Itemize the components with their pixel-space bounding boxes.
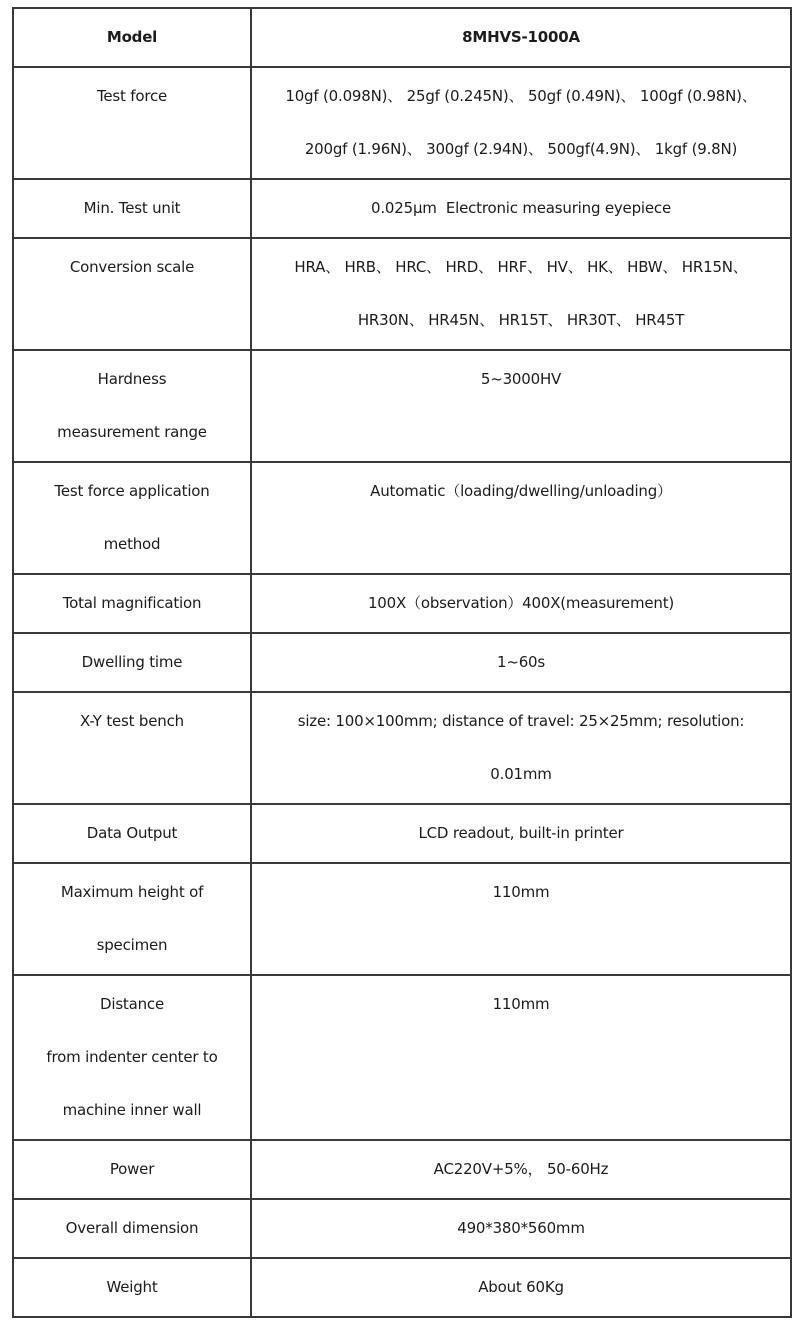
label-line: Overall dimension (65, 1219, 199, 1237)
table-row-overall-dimension (14, 1198, 790, 1257)
table-row-weight (14, 1257, 790, 1316)
label-line: Conversion scale (69, 258, 195, 276)
spec-value-cell (252, 239, 790, 349)
table-row-dwelling-time (14, 632, 790, 691)
value-line: 100X（observation）400X(measurement) (367, 594, 675, 612)
spec-value-cell (252, 634, 790, 691)
spec-label-cell (14, 68, 252, 178)
spec-label-cell (14, 9, 252, 66)
table-row-test-force (14, 66, 790, 178)
label-line: X-Y test bench (80, 712, 184, 730)
value-line: 0.01mm (490, 765, 552, 783)
table-row-model (14, 9, 790, 66)
table-row-total-magnification (14, 573, 790, 632)
table-row-xy-test-bench (14, 691, 790, 803)
spec-label-cell (14, 239, 252, 349)
label-line: Model (106, 28, 158, 46)
table-row-hardness-measurement-range (14, 349, 790, 461)
table-row-data-output (14, 803, 790, 862)
label-line: Distance (100, 995, 164, 1013)
value-line: 110mm (492, 995, 550, 1013)
table-row-distance-indenter-to-wall (14, 974, 790, 1139)
spec-value-cell (252, 805, 790, 862)
spec-value-cell (252, 1141, 790, 1198)
spec-value-cell (252, 351, 790, 461)
spec-value-cell (252, 68, 790, 178)
value-line: 200gf (1.96N)、 300gf (2.94N)、 500gf(4.9N)、 1kgf (9.8N) (304, 140, 738, 158)
spec-label-cell (14, 575, 252, 632)
value-line: 1~60s (496, 653, 545, 671)
label-line: from indenter center to (46, 1048, 218, 1066)
value-line: LCD readout, built-in printer (418, 824, 624, 842)
spec-label-cell (14, 1141, 252, 1198)
value-line: size: 100×100mm; distance of travel: 25×25mm; resolution: (297, 712, 745, 730)
spec-value-cell (252, 9, 790, 66)
value-line: 8MHVS-1000A (462, 28, 580, 46)
spec-value-cell (252, 864, 790, 974)
value-line: 10gf (0.098N)、 25gf (0.245N)、 50gf (0.49N)、 100gf (0.98N)、 (285, 87, 757, 105)
label-line: machine inner wall (62, 1101, 202, 1119)
spec-value-cell (252, 1200, 790, 1257)
spec-label-cell (14, 1200, 252, 1257)
label-line: Hardness (97, 370, 167, 388)
label-line: Total magnification (62, 594, 202, 612)
value-line: About 60Kg (478, 1278, 564, 1296)
spec-table (12, 7, 792, 1318)
spec-label-cell (14, 1259, 252, 1316)
spec-value-cell (252, 693, 790, 803)
label-line: method (103, 535, 161, 553)
label-line: Test force (96, 87, 168, 105)
label-line: Power (109, 1160, 155, 1178)
table-row-power (14, 1139, 790, 1198)
value-line: 110mm (492, 883, 550, 901)
value-line: HRA、 HRB、 HRC、 HRD、 HRF、 HV、 HK、 HBW、 HR15N、 (294, 258, 748, 276)
value-line: AC220V+5%， 50-60Hz (433, 1160, 609, 1178)
spec-label-cell (14, 805, 252, 862)
value-line: 5~3000HV (480, 370, 562, 388)
value-line: Automatic（loading/dwelling/unloading） (370, 482, 672, 500)
spec-value-cell (252, 1259, 790, 1316)
spec-label-cell (14, 351, 252, 461)
spec-label-cell (14, 693, 252, 803)
table-row-conversion-scale (14, 237, 790, 349)
spec-label-cell (14, 864, 252, 974)
label-line: Weight (106, 1278, 158, 1296)
spec-value-cell (252, 575, 790, 632)
label-line: Dwelling time (81, 653, 183, 671)
table-row-maximum-height-of-specimen (14, 862, 790, 974)
table-row-test-force-application-method (14, 461, 790, 573)
spec-label-cell (14, 634, 252, 691)
spec-value-cell (252, 180, 790, 237)
label-line: measurement range (57, 423, 207, 441)
label-line: Test force application (54, 482, 210, 500)
label-line: Maximum height of (60, 883, 204, 901)
value-line: 0.025μm Electronic measuring eyepiece (371, 199, 671, 217)
spec-value-cell (252, 463, 790, 573)
label-line: specimen (96, 936, 168, 954)
spec-label-cell (14, 976, 252, 1139)
value-line: 490*380*560mm (457, 1219, 585, 1237)
table-row-min-test-unit (14, 178, 790, 237)
label-line: Data Output (86, 824, 178, 842)
label-line: Min. Test unit (83, 199, 181, 217)
spec-label-cell (14, 463, 252, 573)
spec-value-cell (252, 976, 790, 1139)
spec-label-cell (14, 180, 252, 237)
value-line: HR30N、 HR45N、 HR15T、 HR30T、 HR45T (357, 311, 685, 329)
